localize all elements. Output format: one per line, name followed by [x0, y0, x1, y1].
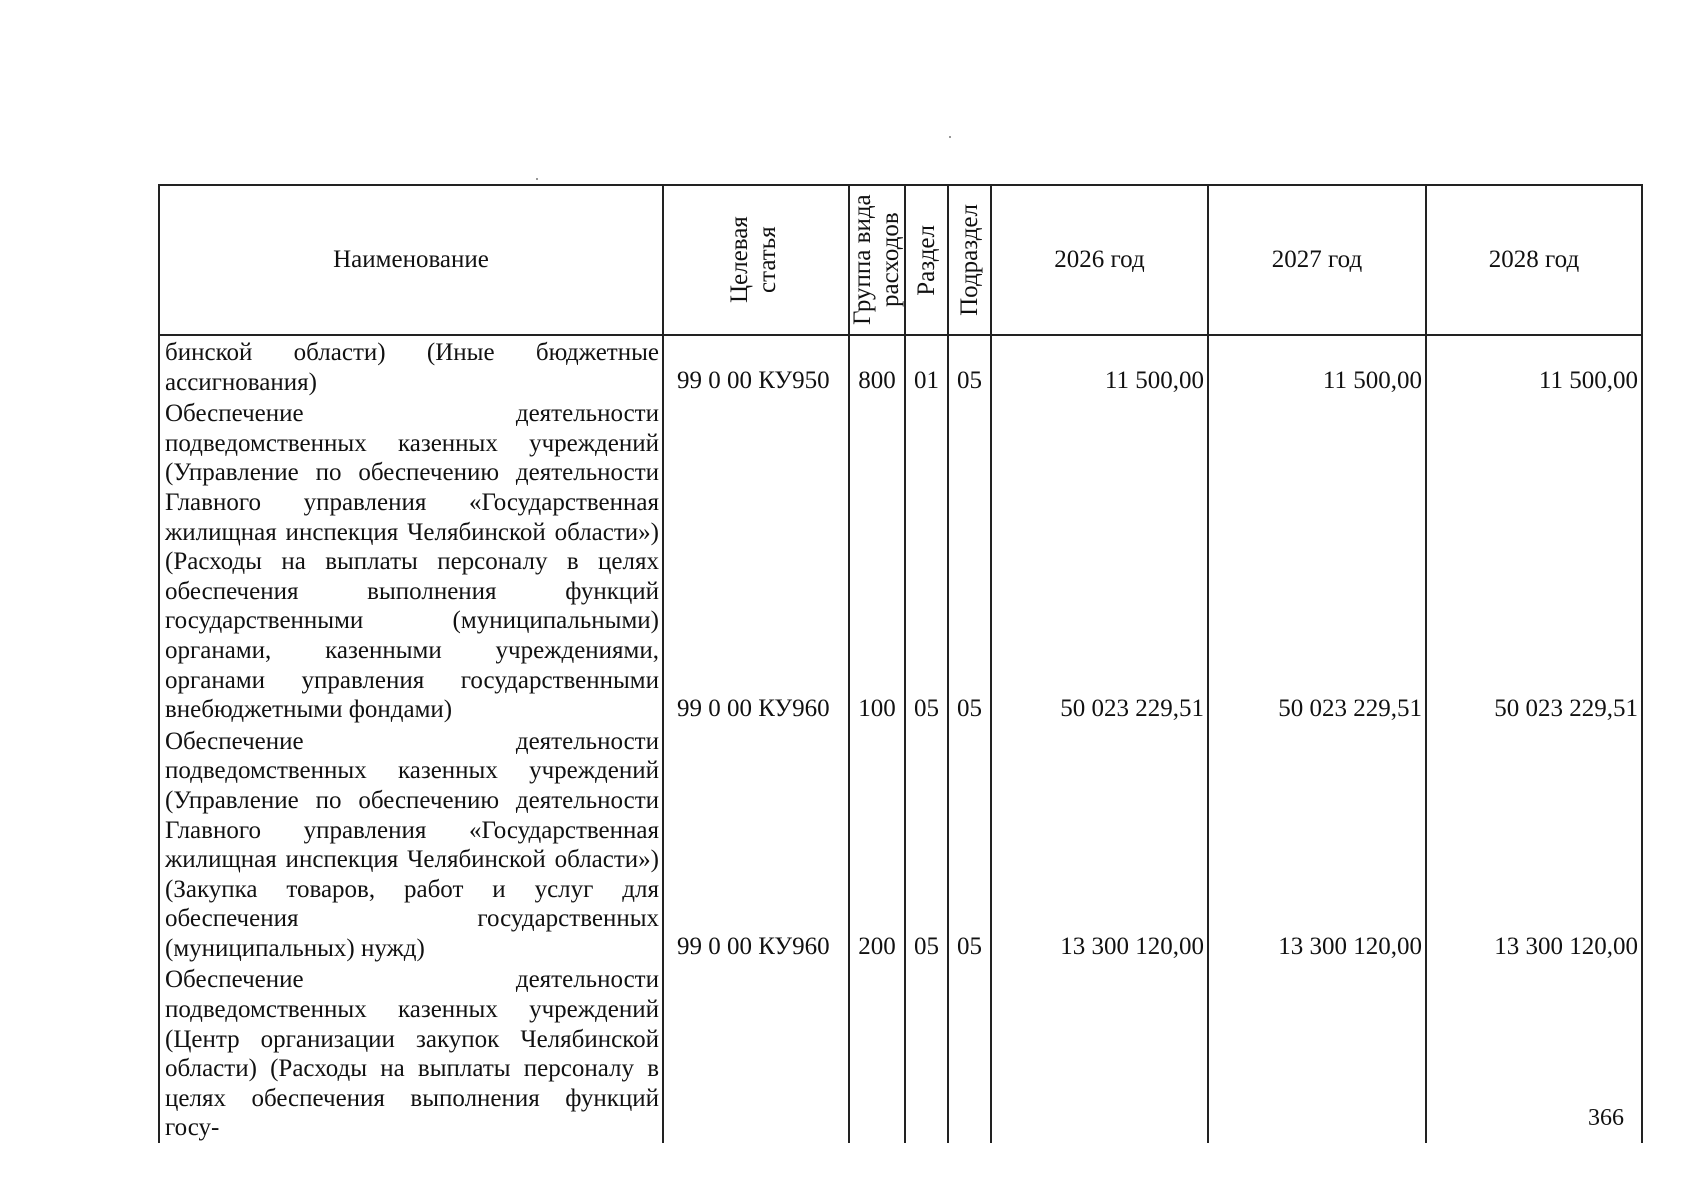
header-target-article: Целевая статья: [663, 185, 849, 335]
row-target-article: 99 0 00 КУ950: [663, 335, 849, 397]
header-2028: 2028 год: [1426, 185, 1642, 335]
row-section: 05: [905, 725, 948, 964]
row-expense-group: [849, 963, 905, 1143]
row-subsection: 05: [948, 725, 991, 964]
row-amount-2027: 13 300 120,00: [1208, 725, 1426, 964]
row-name: Обеспечение деятельности подведомственных казенных учреждений (Центр организации закупок Челябинской области) (Расходы на выплаты персоналу в целях обеспечения выполнения функций госу-: [159, 963, 663, 1143]
row-section: 05: [905, 397, 948, 725]
row-name: Обеспечение деятельности подведомственных казенных учреждений (Управление по обеспечению деятельности Главного управления «Государственная жилищная инспекция Челябинской области») (Закупка товаров, работ и услуг для обеспечения государственных (муниципальных) нужд): [159, 725, 663, 964]
scan-speck: [949, 136, 951, 138]
row-amount-2026: 11 500,00: [991, 335, 1208, 397]
row-amount-2027: 11 500,00: [1208, 335, 1426, 397]
header-subsection: Подраздел: [948, 185, 991, 335]
row-amount-2026: 13 300 120,00: [991, 725, 1208, 964]
row-amount-2026: [991, 963, 1208, 1143]
row-section: [905, 963, 948, 1143]
header-expense-group: Группа вида расходов: [849, 185, 905, 335]
row-target-article: 99 0 00 КУ960: [663, 397, 849, 725]
row-amount-2028: 11 500,00: [1426, 335, 1642, 397]
header-name: Наименование: [159, 185, 663, 335]
row-subsection: [948, 963, 991, 1143]
row-name: бинской области) (Иные бюджетные ассигнования): [159, 335, 663, 397]
table-header-row: [159, 185, 1642, 335]
budget-table: [158, 184, 1643, 1143]
scan-speck: [536, 178, 538, 180]
row-amount-2026: 50 023 229,51: [991, 397, 1208, 725]
table-row: [159, 725, 1642, 964]
row-expense-group: 200: [849, 725, 905, 964]
row-amount-2027: 50 023 229,51: [1208, 397, 1426, 725]
header-section: Раздел: [905, 185, 948, 335]
table-row: [159, 335, 1642, 397]
row-section: 01: [905, 335, 948, 397]
row-expense-group: 100: [849, 397, 905, 725]
row-subsection: 05: [948, 335, 991, 397]
row-target-article: 99 0 00 КУ960: [663, 725, 849, 964]
row-expense-group: 800: [849, 335, 905, 397]
row-subsection: 05: [948, 397, 991, 725]
row-name: Обеспечение деятельности подведомственных казенных учреждений (Управление по обеспечению деятельности Главного управления «Государственная жилищная инспекция Челябинской области») (Расходы на выплаты персоналу в целях обеспечения выполнения функций государственными (муниципальными) органами, казенными учреждениями, органами управления государственными внебюджетными фондами): [159, 397, 663, 725]
page-number: 366: [1588, 1105, 1624, 1131]
row-target-article: [663, 963, 849, 1143]
table-row: [159, 397, 1642, 725]
row-amount-2028: 13 300 120,00: [1426, 725, 1642, 964]
row-amount-2028: 50 023 229,51: [1426, 397, 1642, 725]
row-amount-2027: [1208, 963, 1426, 1143]
header-2026: 2026 год: [991, 185, 1208, 335]
header-2027: 2027 год: [1208, 185, 1426, 335]
table-row-continued: [159, 963, 1642, 1143]
